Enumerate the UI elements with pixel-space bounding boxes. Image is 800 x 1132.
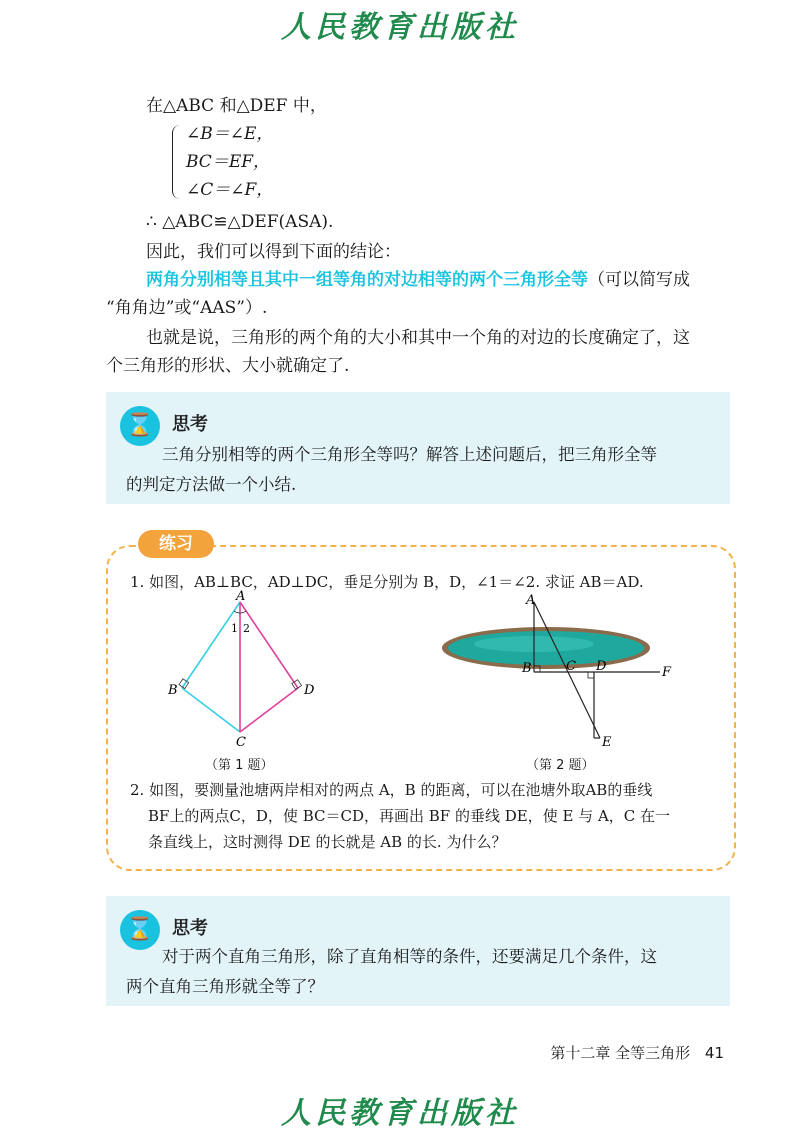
figure-2-caption: （第 2 题） [526, 758, 595, 773]
think-icon: ⌛ [120, 910, 160, 950]
chapter-title: 第十二章 全等三角形 [550, 1044, 691, 1062]
figure-1-kite [160, 590, 320, 750]
condition-brace [172, 125, 181, 199]
proof-condition-3: ∠C＝∠F， [186, 180, 274, 200]
fig1-label-a: A [236, 590, 246, 604]
fig2-label-f: F [662, 665, 672, 680]
fig1-label-d: D [304, 683, 315, 698]
theorem-note-cont: “角角边”或“AAS”）. [106, 298, 268, 318]
page-number: 41 [704, 1044, 724, 1062]
fig1-label-c: C [236, 735, 246, 750]
proof-intro: 在△ABC 和△DEF 中， [146, 96, 327, 116]
think2-line-1: 对于两个直角三角形，除了直角相等的条件，还要满足几个条件，这 [162, 947, 657, 966]
theorem-text: 两角分别相等且其中一组等角的对边相等的两个三角形全等 [146, 270, 588, 290]
fig2-label-a: A [526, 593, 536, 608]
think-line-1: 三角分别相等的两个三角形全等吗？解答上述问题后，把三角形全等 [162, 445, 657, 464]
theorem-note: （可以简写成 [588, 270, 690, 290]
explain-line-1: 也就是说，三角形的两个角的大小和其中一个角的对边的长度确定了，这 [146, 328, 690, 348]
proof-conclusion: ∴ △ABC≌△DEF(ASA). [146, 212, 334, 232]
practice-q2-line-2: BF上的两点C，D，使 BC＝CD，再画出 BF 的垂线 DE，使 E 与 A，C 在一 [148, 807, 671, 825]
practice-q2-line-3: 条直线上，这时测得 DE 的长就是 AB 的长. 为什么？ [148, 833, 507, 851]
proof-condition-2: BC＝EF， [186, 152, 271, 172]
think-title: 思考 [172, 414, 208, 435]
fig1-label-b: B [168, 683, 178, 698]
practice-q1: 1. 如图，AB⊥BC，AD⊥DC，垂足分别为 B，D，∠1＝∠2. 求证 AB＝AD. [130, 573, 644, 591]
practice-tag: 练习 [138, 530, 214, 558]
fig2-label-d: D [596, 659, 607, 674]
proof-lead: 因此，我们可以得到下面的结论： [146, 242, 401, 262]
fig1-angle-1: 1 [231, 622, 238, 635]
figure-2-pond [438, 590, 678, 750]
think-box-2 [106, 896, 730, 1006]
practice-q2-line-1: 2. 如图，要测量池塘两岸相对的两点 A，B 的距离，可以在池塘外取AB的垂线 [130, 781, 653, 799]
theorem-line [146, 266, 690, 294]
publisher-logo-top: 人民教育出版社 [281, 10, 519, 45]
page-footer [550, 1042, 724, 1063]
think-box-1 [106, 392, 730, 504]
proof-condition-1: ∠B＝∠E， [186, 124, 274, 144]
explain-line-2: 个三角形的形状、大小就确定了. [106, 356, 350, 376]
think2-line-2: 两个直角三角形就全等了？ [126, 977, 324, 996]
think-title: 思考 [172, 918, 208, 939]
publisher-logo-bottom: 人民教育出版社 [281, 1096, 519, 1131]
fig1-angle-2: 2 [243, 622, 250, 635]
fig2-label-c: C [566, 659, 576, 674]
fig2-label-e: E [602, 735, 612, 750]
think-icon: ⌛ [120, 406, 160, 446]
fig2-label-b: B [522, 661, 532, 676]
think-line-2: 的判定方法做一个小结. [126, 475, 297, 494]
figure-1-caption: （第 1 题） [205, 758, 274, 773]
